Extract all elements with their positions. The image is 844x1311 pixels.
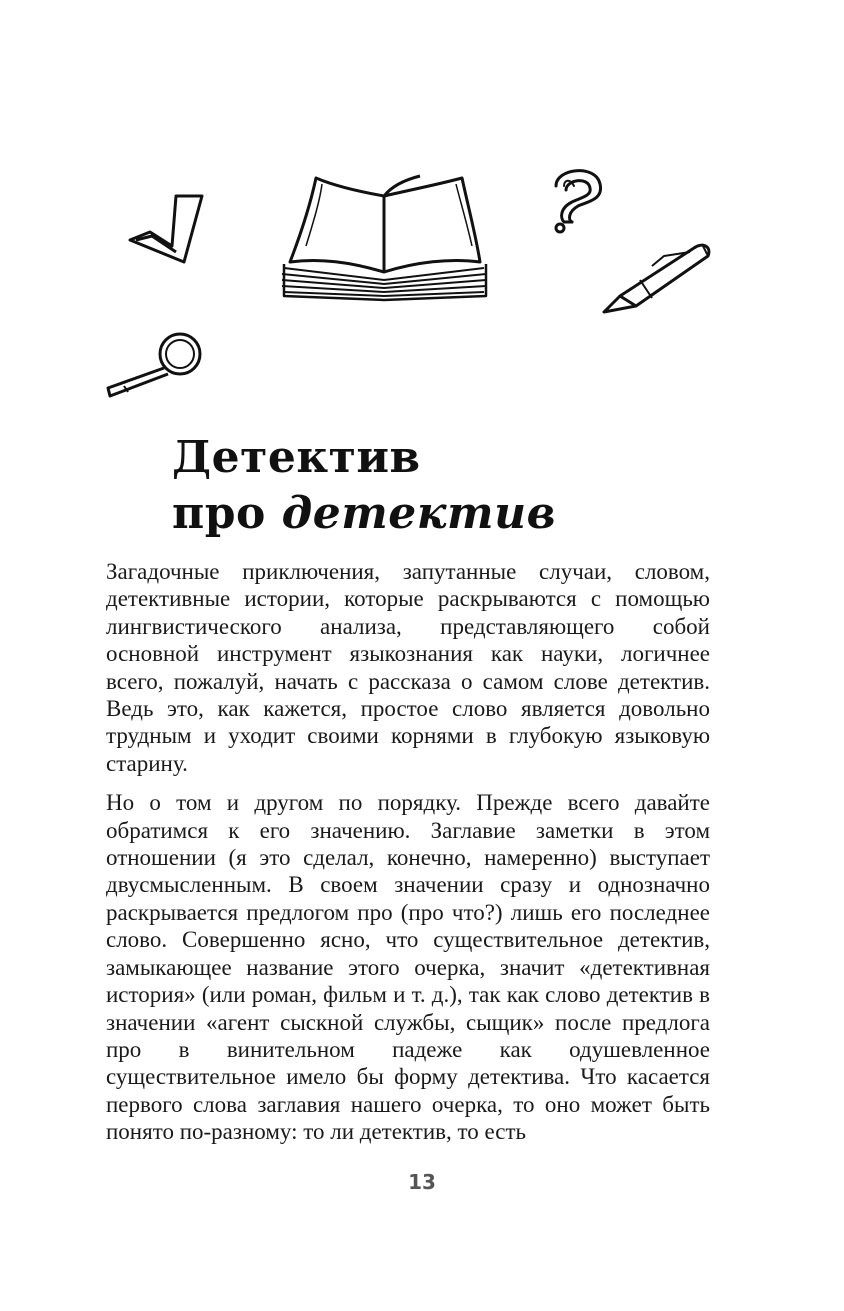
- magnifying-glass-icon: [108, 334, 200, 396]
- title-line-2-plain: про: [172, 488, 282, 539]
- paragraph-2: Но о том и другом по порядку. Прежде всего давайте обратимся к его значению. Заглавие заметки в этом отношении (я это сделал, конечно, намеренно) выступает двусмысленным. В своем значении сразу и однозначно раскрывается предлогом про (про что?) лишь его последнее слово. Совершенно ясно, что существительное детектив, замыкающее название этого очерка, значит «детективная история» (или роман, фильм и т. д.), так как слово детектив в значении «агент сыскной службы, сыщик» после предлога про в винительном падеже как одушевленное существительное имело бы форму детектива. Что касается первого слова заглавия нашего очерка, то оно может быть понято по-разному: то ли детектив, то есть: [106, 790, 710, 1145]
- title-line-2: [172, 486, 556, 542]
- page-number: 13: [408, 1170, 436, 1194]
- chapter-title: [172, 430, 556, 542]
- header-illustration: [0, 0, 844, 420]
- body-text: [106, 558, 710, 1158]
- open-book-icon: [282, 176, 486, 300]
- pen-icon: [604, 244, 709, 312]
- checkmark-icon: [130, 196, 202, 262]
- title-line-2-italic: детектив: [281, 488, 556, 539]
- paragraph-1: Загадочные приключения, запутанные случаи, словом, детективные истории, которые раскрываются с помощью лингвистического анализа, представляющего собой основной инструмент языкознания как науки, логичнее всего, пожалуй, начать с рассказа о самом слове детектив. Ведь это, как кажется, простое слово является довольно трудным и уходит своими корнями в глубокую языковую старину.: [106, 559, 710, 776]
- question-mark-icon: [556, 171, 601, 232]
- title-line-1: Детектив: [172, 432, 421, 483]
